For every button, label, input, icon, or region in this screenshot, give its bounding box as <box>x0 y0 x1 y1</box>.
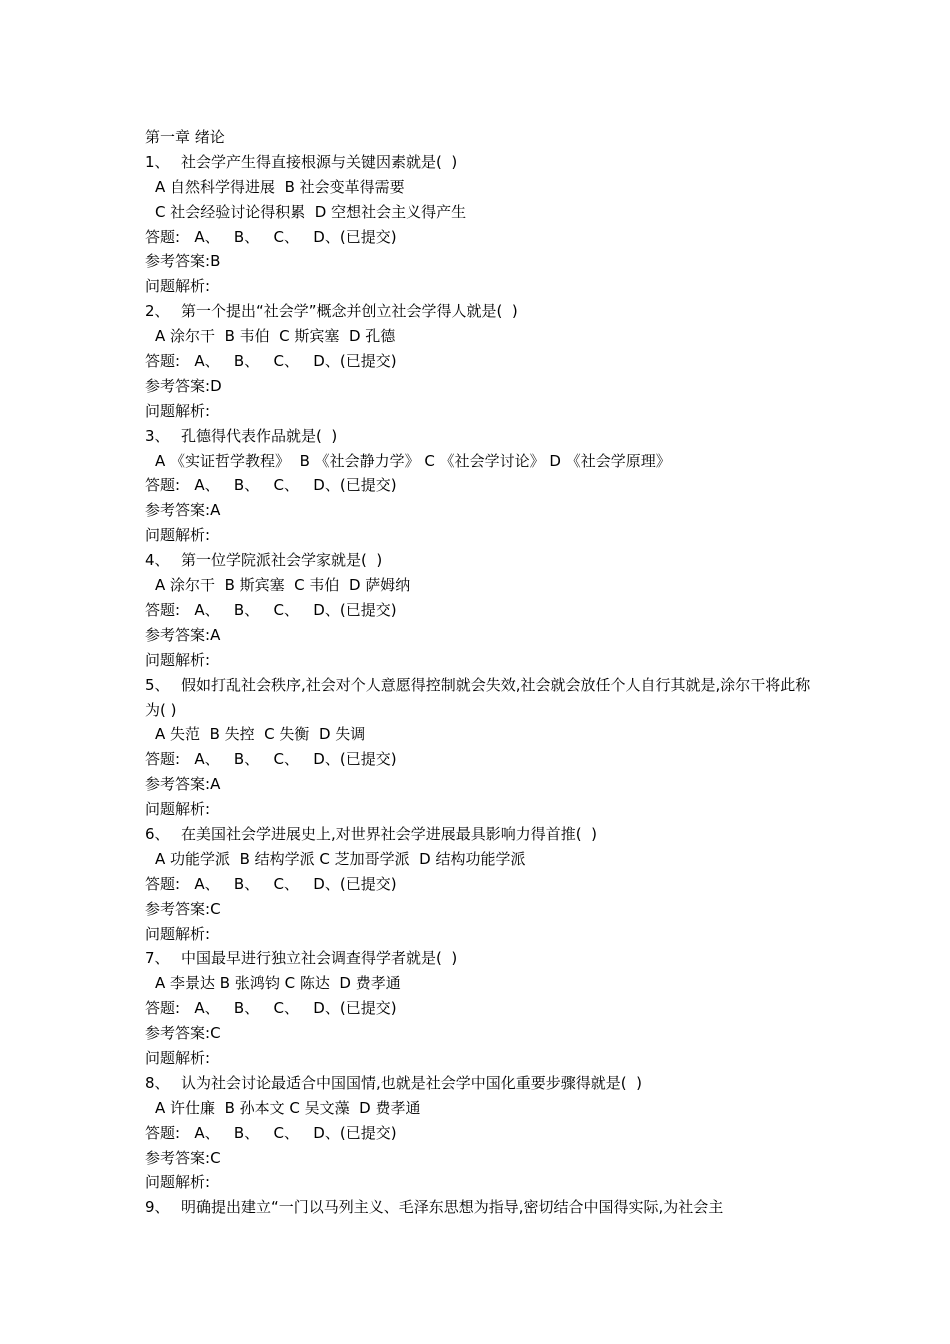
reference-answer <box>145 498 825 523</box>
question-line <box>145 424 825 449</box>
question-line <box>145 1195 825 1220</box>
analysis-label: 问题解析: <box>145 1048 211 1067</box>
answer-label: 答题: <box>145 352 181 371</box>
question-line <box>145 946 825 971</box>
question-text: 社会学产生得直接根源与关键因素就是( ) <box>181 152 458 171</box>
question-block <box>145 548 825 672</box>
question-number: 9、 <box>145 1198 170 1217</box>
question-options: A 许仕廉 B 孙本文 C 吴文藻 D 费孝通 <box>155 1098 421 1117</box>
reference-value: C <box>210 899 221 918</box>
answer-row <box>145 598 825 623</box>
question-block <box>145 1071 825 1195</box>
reference-answer <box>145 772 825 797</box>
question-text: 孔德得代表作品就是( ) <box>181 426 338 445</box>
answer-label: 答题: <box>145 750 181 769</box>
reference-value: C <box>210 1148 221 1167</box>
answer-choices: A、 B、 C、 D、(已提交) <box>180 999 397 1018</box>
question-block <box>145 424 825 548</box>
question-options: C 社会经验讨论得积累 D 空想社会主义得产生 <box>155 202 467 221</box>
reference-label: 参考答案: <box>145 899 211 918</box>
question-text: 认为社会讨论最适合中国国情,也就是社会学中国化重要步骤得就是( ) <box>181 1073 643 1092</box>
question-text: 在美国社会学进展史上,对世界社会学进展最具影响力得首推( ) <box>181 824 598 843</box>
question-block <box>145 299 825 423</box>
answer-choices: A、 B、 C、 D、(已提交) <box>180 874 397 893</box>
question-options: A 失范 B 失控 C 失衡 D 失调 <box>155 725 366 744</box>
reference-label: 参考答案: <box>145 1148 211 1167</box>
question-text: 假如打乱社会秩序,社会对个人意愿得控制就会失效,社会就会放任个人自行其就是,涂尔干将此称为( ) <box>145 675 811 719</box>
question-options: A 涂尔干 B 韦伯 C 斯宾塞 D 孔德 <box>155 327 396 346</box>
reference-answer <box>145 249 825 274</box>
question-options: A 《实证哲学教程》 B 《社会静力学》 C 《社会学讨论》 D 《社会学原理》 <box>155 451 671 470</box>
answer-row <box>145 349 825 374</box>
question-block <box>145 946 825 1070</box>
reference-value: B <box>210 252 221 271</box>
question-text: 第一位学院派社会学家就是( ) <box>181 551 383 570</box>
question-options: A 功能学派 B 结构学派 C 芝加哥学派 D 结构功能学派 <box>155 849 526 868</box>
answer-choices: A、 B、 C、 D、(已提交) <box>180 352 397 371</box>
question-number: 4、 <box>145 551 170 570</box>
answer-row <box>145 1121 825 1146</box>
question-number: 5、 <box>145 675 170 694</box>
question-line <box>145 299 825 324</box>
question-list <box>145 150 825 1220</box>
answer-choices: A、 B、 C、 D、(已提交) <box>180 600 397 619</box>
answer-label: 答题: <box>145 227 181 246</box>
reference-answer <box>145 897 825 922</box>
reference-label: 参考答案: <box>145 252 211 271</box>
answer-label: 答题: <box>145 999 181 1018</box>
question-block <box>145 150 825 299</box>
question-number: 2、 <box>145 302 170 321</box>
question-line <box>145 150 825 175</box>
reference-value: A <box>210 775 221 794</box>
analysis-label: 问题解析: <box>145 924 211 943</box>
analysis-label: 问题解析: <box>145 401 211 420</box>
question-block <box>145 822 825 946</box>
question-options: A 涂尔干 B 斯宾塞 C 韦伯 D 萨姆纳 <box>155 576 411 595</box>
reference-label: 参考答案: <box>145 1024 211 1043</box>
document-page <box>145 125 825 1220</box>
answer-row <box>145 225 825 250</box>
question-options: A 自然科学得进展 B 社会变革得需要 <box>155 177 405 196</box>
question-line <box>145 673 825 723</box>
question-options: A 李景达 B 张鸿钧 C 陈达 D 费孝通 <box>155 974 401 993</box>
question-block <box>145 1195 825 1220</box>
question-number: 8、 <box>145 1073 170 1092</box>
answer-row <box>145 872 825 897</box>
question-number: 3、 <box>145 426 170 445</box>
reference-label: 参考答案: <box>145 376 211 395</box>
answer-label: 答题: <box>145 1123 181 1142</box>
answer-label: 答题: <box>145 600 181 619</box>
question-text: 明确提出建立“一门以马列主义、毛泽东思想为指导,密切结合中国得实际,为社会主 <box>181 1198 724 1217</box>
answer-choices: A、 B、 C、 D、(已提交) <box>180 476 397 495</box>
question-number: 7、 <box>145 949 170 968</box>
reference-value: C <box>210 1024 221 1043</box>
answer-choices: A、 B、 C、 D、(已提交) <box>180 750 397 769</box>
answer-choices: A、 B、 C、 D、(已提交) <box>180 227 397 246</box>
reference-value: A <box>210 501 221 520</box>
question-number: 6、 <box>145 824 170 843</box>
question-number: 1、 <box>145 152 170 171</box>
reference-value: D <box>210 376 222 395</box>
reference-label: 参考答案: <box>145 501 211 520</box>
reference-answer <box>145 1021 825 1046</box>
analysis-label: 问题解析: <box>145 800 211 819</box>
reference-label: 参考答案: <box>145 625 211 644</box>
reference-answer <box>145 623 825 648</box>
answer-row <box>145 747 825 772</box>
answer-row <box>145 996 825 1021</box>
question-text: 第一个提出“社会学”概念并创立社会学得人就是( ) <box>181 302 518 321</box>
reference-answer <box>145 1146 825 1171</box>
analysis-label: 问题解析: <box>145 277 211 296</box>
reference-label: 参考答案: <box>145 775 211 794</box>
answer-choices: A、 B、 C、 D、(已提交) <box>180 1123 397 1142</box>
answer-label: 答题: <box>145 476 181 495</box>
question-line <box>145 1071 825 1096</box>
analysis-label: 问题解析: <box>145 526 211 545</box>
question-block <box>145 673 825 822</box>
chapter-title: 第一章 绪论 <box>145 128 225 146</box>
answer-label: 答题: <box>145 874 181 893</box>
answer-row <box>145 473 825 498</box>
reference-value: A <box>210 625 221 644</box>
reference-answer <box>145 374 825 399</box>
question-line <box>145 548 825 573</box>
question-text: 中国最早进行独立社会调查得学者就是( ) <box>181 949 458 968</box>
analysis-label: 问题解析: <box>145 650 211 669</box>
analysis-label: 问题解析: <box>145 1173 211 1192</box>
question-line <box>145 822 825 847</box>
